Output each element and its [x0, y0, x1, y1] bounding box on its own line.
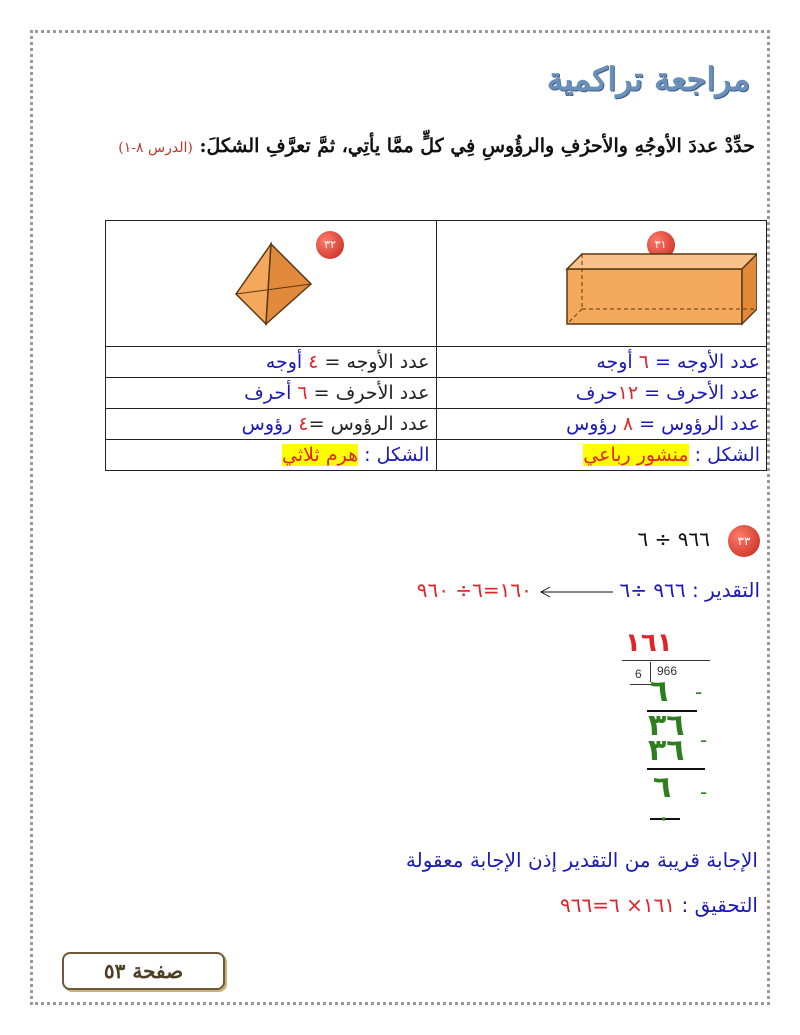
triangular-pyramid-icon [231, 239, 321, 329]
instruction-text: حدِّدْ عددَ الأوجُهِ والأحرُفِ والرؤُوسِ فِي كلٍّ ممَّا يأتِي، ثمَّ تعرَّفِ الشكلَ: [199, 135, 755, 157]
step1-minus: - [695, 680, 703, 704]
shape31-name: الشكل : منشور رباعي [436, 440, 767, 471]
step1-product: ٦ [650, 674, 669, 709]
quotient: ١٦١ [625, 628, 673, 658]
check-label: التحقيق : [675, 893, 758, 917]
shape31-vertices: عدد الرؤوس = ٨ رؤوس [436, 409, 767, 440]
section-title: مراجعة تراكمية [546, 60, 750, 98]
rectangular-prism-icon [557, 239, 757, 329]
exercise-32-badge: ٣٢ [316, 231, 344, 259]
exercise-31-badge: ٣١ [647, 231, 675, 259]
page-number-label: صفحة ٥٣ [62, 952, 225, 990]
step3-minus: - [700, 780, 708, 804]
lesson-reference: (الدرس ٨-١) [118, 140, 193, 156]
shape32-vertices: عدد الرؤوس =٤ رؤوس [106, 409, 437, 440]
shape32-cell [106, 221, 437, 347]
step2-remainder: ٣٦ [648, 708, 685, 743]
step3-remainder: ٦ [653, 770, 672, 805]
division-expression: ٩٦٦ ÷ ٦ [637, 527, 710, 551]
estimate-original: ٩٦٦ ÷٦ [619, 578, 686, 602]
step2-minus: - [700, 728, 708, 752]
arrow-left-icon [538, 586, 613, 598]
check-value: ١٦١× ٦=٩٦٦ [560, 893, 676, 917]
dividend: 966 [657, 664, 678, 678]
estimate-result: ١٦٠=٦÷ ٩٦٠ [416, 578, 532, 602]
shape32-faces: عدد الأوجه = ٤ أوجه [106, 347, 437, 378]
shape31-cell [436, 221, 767, 347]
quotient-line [622, 660, 710, 661]
shape31-faces: عدد الأوجه = ٦ أوجه [436, 347, 767, 378]
final-remainder: ٠ [658, 808, 669, 829]
step2-product: ٣٦ [648, 733, 685, 768]
check-line [560, 893, 758, 917]
divisor: 6 [635, 667, 642, 681]
conclusion: الإجابة قريبة من التقدير إذن الإجابة معقولة [405, 848, 758, 872]
shapes-table [105, 220, 767, 471]
shape31-edges: عدد الأحرف = ١٢حرف [436, 378, 767, 409]
shape32-name: الشكل : هرم ثلاثي [106, 440, 437, 471]
estimate-label: التقدير : [685, 578, 760, 602]
estimate-line [417, 578, 760, 602]
instruction [118, 135, 755, 157]
shape32-edges: عدد الأحرف = ٦ أحرف [106, 378, 437, 409]
exercise-33-badge: ٣٣ [728, 525, 760, 557]
